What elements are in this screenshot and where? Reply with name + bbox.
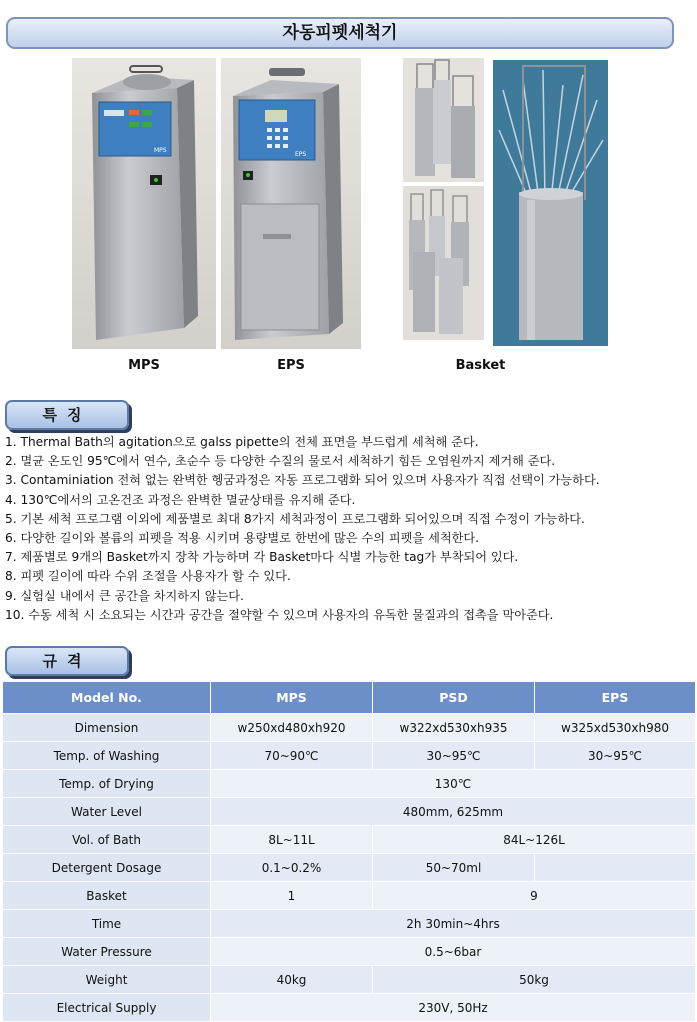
eps-product-photo (221, 58, 361, 349)
feature-item: 9. 실험실 내에서 큰 공간을 차지하지 않는다. (5, 588, 244, 603)
row-label: Electrical Supply (3, 994, 211, 1022)
eps-panel-label: EPS (295, 151, 307, 158)
table-row (3, 994, 696, 1022)
row-label: Water Level (3, 798, 211, 826)
features-heading: 특징 (5, 400, 129, 430)
cell-value: 230V, 50Hz (211, 994, 696, 1022)
row-label: Vol. of Bath (3, 826, 211, 854)
table-row (3, 826, 696, 854)
feature-item: 2. 멸균 온도인 95℃에서 연수, 초순수 등 다양한 수질의 물로서 세척하기 힘든 오염원까지 제거해 준다. (5, 454, 556, 469)
row-label: Temp. of Drying (3, 770, 211, 798)
table-row (3, 966, 696, 994)
feature-item: 1. Thermal Bath의 agitation으로 galss pipette의 전체 표면을 부드럽게 세척해 준다. (5, 435, 479, 449)
mps-panel-label: MPS (154, 147, 167, 154)
mps-product-photo (72, 58, 216, 349)
feature-item: 6. 다양한 길이와 볼륨의 피펫을 적용 시키며 용량별로 한번에 많은 수의 피펫을 세척한다. (5, 531, 480, 546)
basket-with-pipettes-photo (493, 60, 608, 346)
caption-eps: EPS (277, 358, 305, 373)
feature-item: 3. Contaminiation 전혀 없는 완벽한 헹굼과정은 자동 프로그램화 되어 있으며 사용자가 직접 선택이 가능하다. (5, 473, 600, 488)
cell-value: 50~70ml (373, 854, 535, 882)
cell-value: w250xd480xh920 (211, 714, 373, 742)
header-model-no: Model No. (3, 682, 211, 714)
cell-value: 40kg (211, 966, 373, 994)
caption-mps: MPS (128, 358, 160, 373)
cell-value: 0.1~0.2% (211, 854, 373, 882)
features-list (5, 433, 695, 625)
table-row (3, 910, 696, 938)
cell-value: 70~90℃ (211, 742, 373, 770)
table-row (3, 938, 696, 966)
table-row (3, 882, 696, 910)
basket-photo-bottom (403, 186, 484, 340)
caption-basket: Basket (455, 358, 506, 373)
row-label: Dimension (3, 714, 211, 742)
cell-value: 480mm, 625mm (211, 798, 696, 826)
basket-photo-top (403, 58, 484, 182)
row-label: Water Pressure (3, 938, 211, 966)
row-label: Weight (3, 966, 211, 994)
cell-value: 84L~126L (373, 826, 696, 854)
cell-value: 2h 30min~4hrs (211, 910, 696, 938)
header-eps: EPS (535, 682, 696, 714)
cell-value: 130℃ (211, 770, 696, 798)
cell-value: w322xd530xh935 (373, 714, 535, 742)
feature-item: 10. 수동 세척 시 소요되는 시간과 공간을 절약할 수 있으며 사용자의 유독한 물질과의 접촉을 막아준다. (5, 607, 554, 622)
cell-value (535, 854, 696, 882)
header-psd: PSD (373, 682, 535, 714)
cell-value: 30~95℃ (373, 742, 535, 770)
feature-item: 5. 기본 세척 프로그램 이외에 제품별로 최대 8가지 세척과정이 프로그램화 되어있으며 직접 수정이 가능하다. (5, 511, 585, 526)
cell-value: w325xd530xh980 (535, 714, 696, 742)
feature-item: 4. 130℃에서의 고온건조 과정은 완벽한 멸균상태를 유지해 준다. (5, 492, 356, 507)
cell-value: 1 (211, 882, 373, 910)
table-row (3, 770, 696, 798)
cell-value: 0.5~6bar (211, 938, 696, 966)
table-row (3, 854, 696, 882)
spec-header-row (3, 682, 696, 714)
row-label: Time (3, 910, 211, 938)
cell-value: 8L~11L (211, 826, 373, 854)
table-row (3, 798, 696, 826)
spec-heading: 규격 (5, 646, 129, 676)
feature-item: 8. 피펫 길이에 따라 수위 조절을 사용자가 할 수 있다. (5, 569, 291, 584)
spec-table (2, 681, 696, 1022)
table-row (3, 714, 696, 742)
row-label: Detergent Dosage (3, 854, 211, 882)
header-mps: MPS (211, 682, 373, 714)
feature-item: 7. 제품별로 9개의 Basket까지 장착 가능하며 각 Basket마다 식별 가능한 tag가 부착되어 있다. (5, 550, 519, 565)
cell-value: 9 (373, 882, 696, 910)
table-row (3, 742, 696, 770)
row-label: Basket (3, 882, 211, 910)
row-label: Temp. of Washing (3, 742, 211, 770)
cell-value: 30~95℃ (535, 742, 696, 770)
page-title: 자동피펫세척기 (6, 17, 674, 49)
cell-value: 50kg (373, 966, 696, 994)
